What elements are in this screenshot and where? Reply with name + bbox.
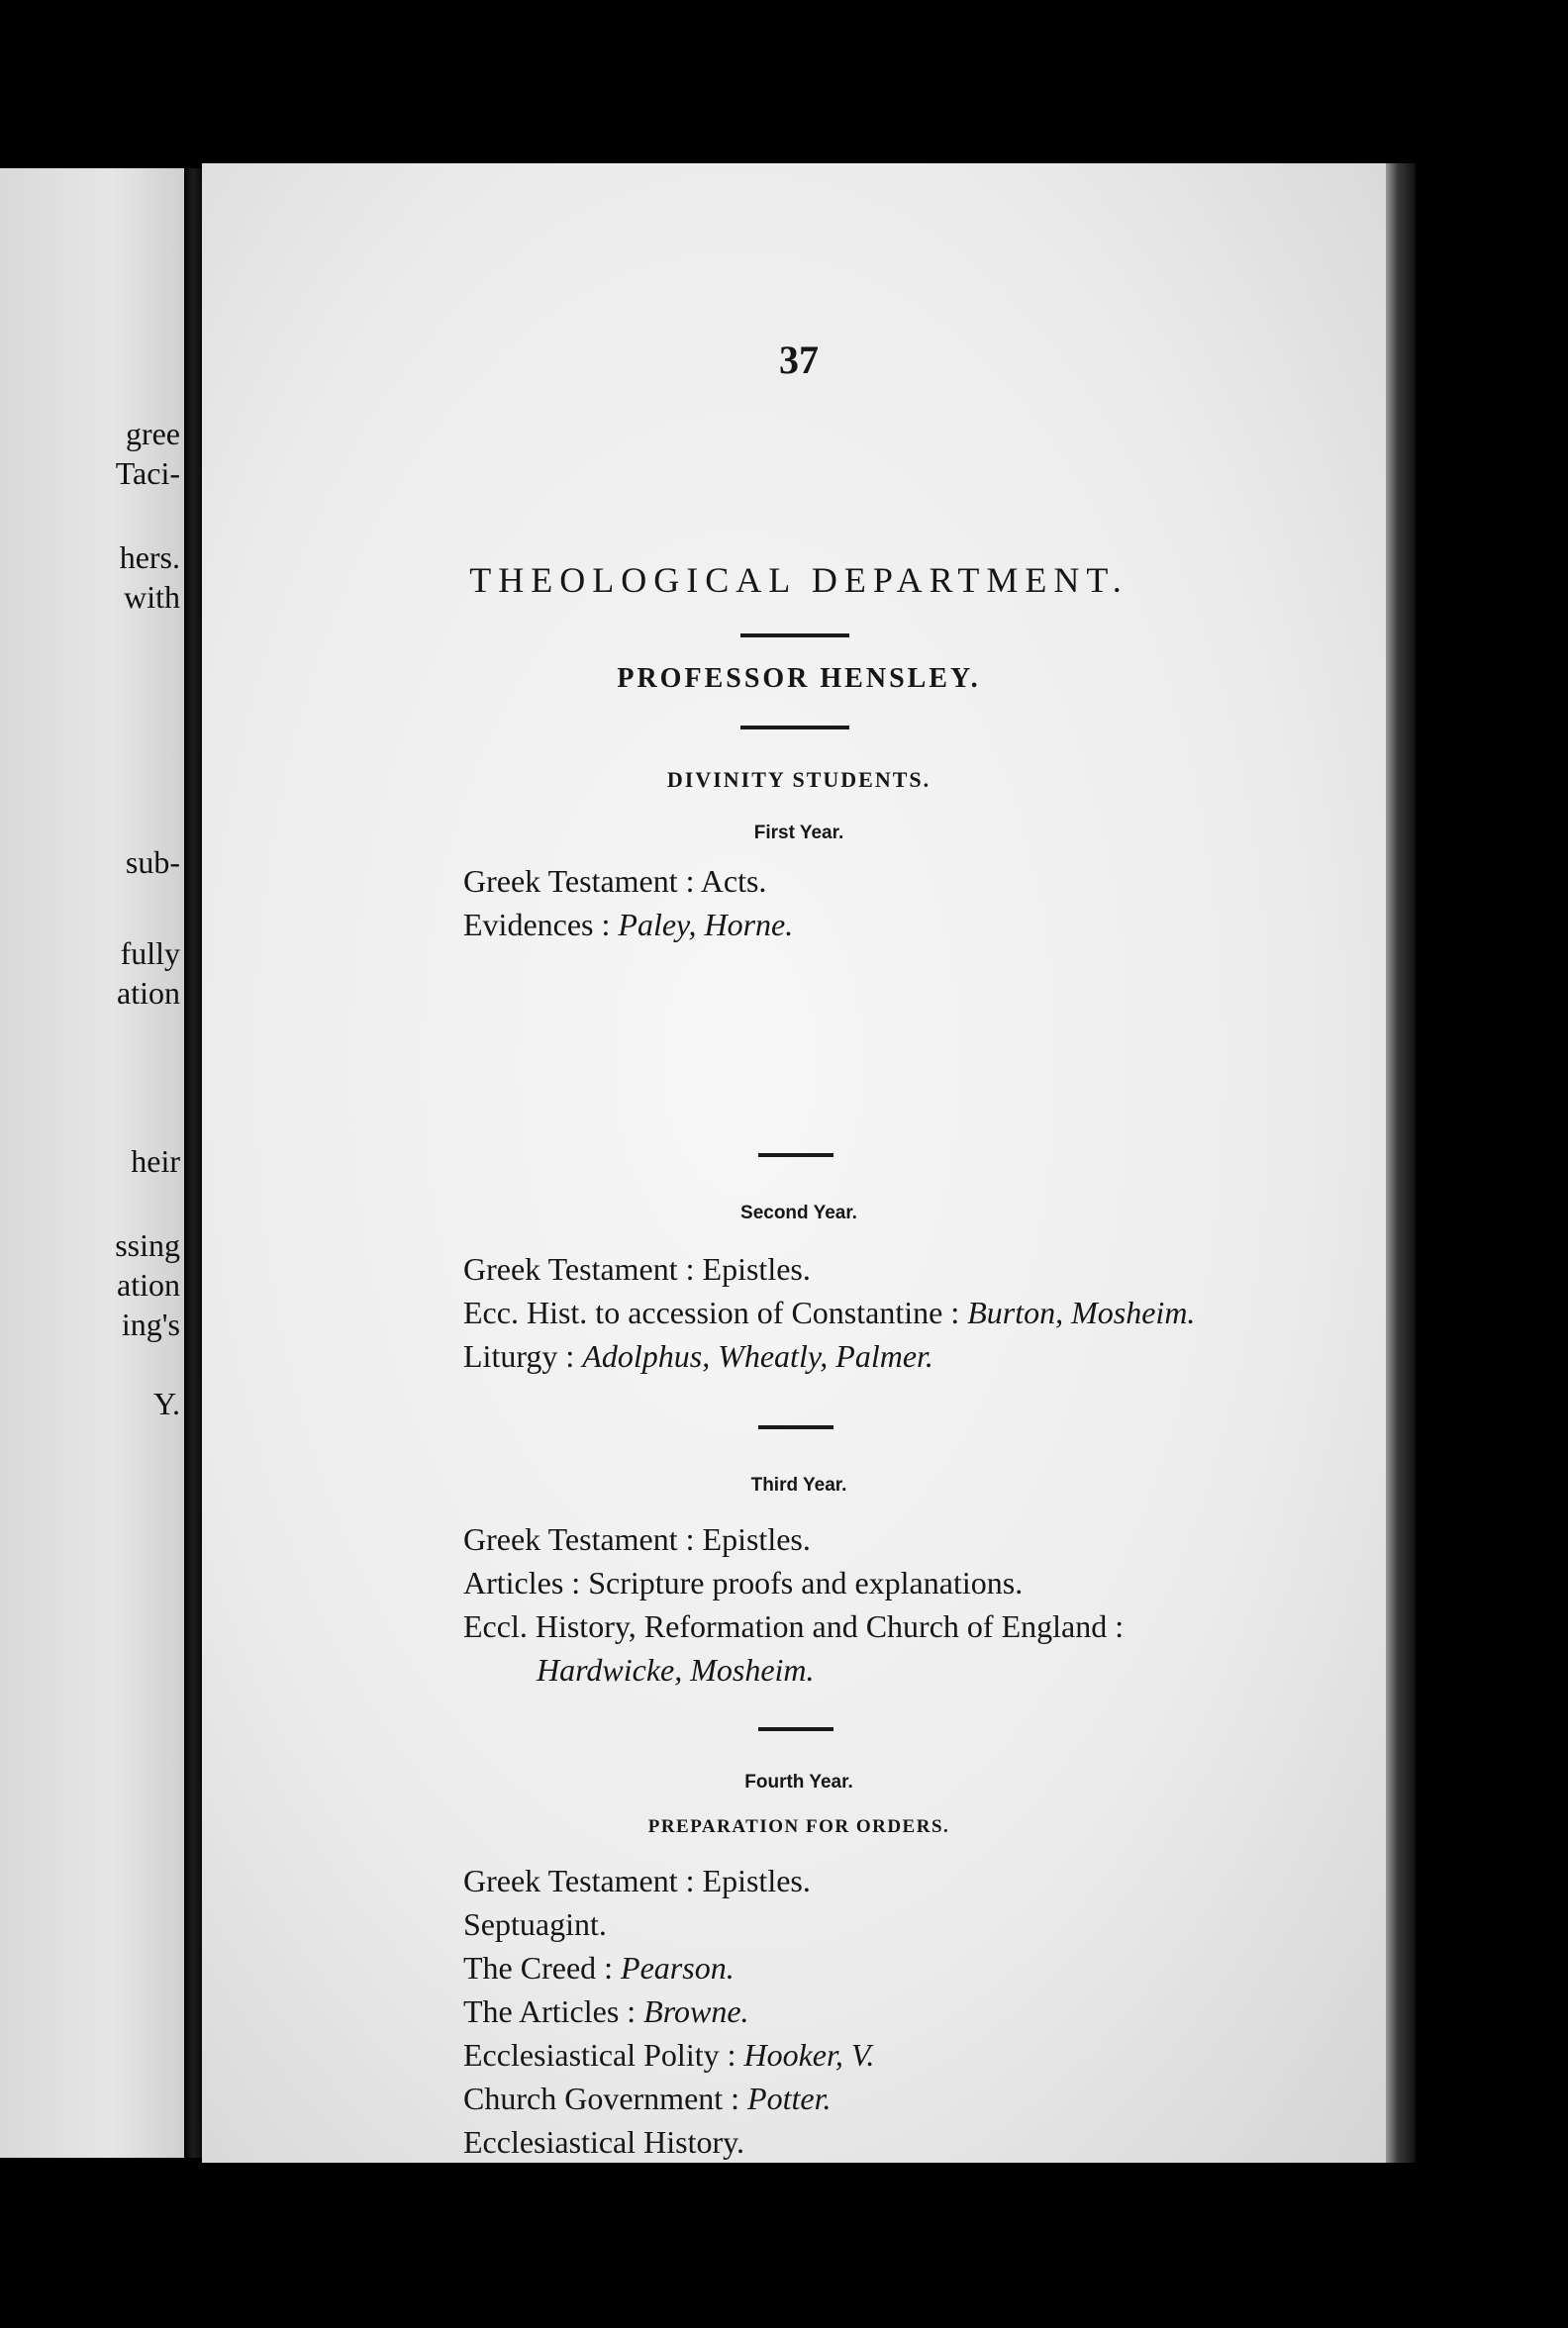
left-page-fragment: sub-: [125, 844, 180, 880]
course-line: [463, 905, 793, 944]
course-authors: Hardwicke, Mosheim.: [537, 1652, 815, 1688]
course-label: Septuagint.: [463, 1906, 607, 1942]
course-label: Ecclesiastical Polity :: [463, 2037, 744, 2073]
course-label: Ecclesiastical History.: [463, 2124, 745, 2160]
course-label: Articles :: [463, 1565, 589, 1600]
course-line: [463, 2122, 744, 2162]
professor-rule: [740, 726, 849, 729]
course-line: [463, 1336, 933, 1376]
left-page-fragment: ing's: [121, 1307, 180, 1342]
left-page-fragment: ssing: [115, 1227, 180, 1263]
section-rule: [758, 1425, 833, 1429]
course-label: Greek Testament :: [463, 1863, 703, 1898]
course-value: Scripture proofs and explanations.: [588, 1565, 1024, 1600]
left-facing-page: [0, 168, 186, 2158]
course-label: Greek Testament :: [463, 1251, 703, 1287]
course-authors: Paley, Horne.: [618, 907, 794, 942]
page-edge-shadow: [1386, 163, 1416, 2163]
course-line: [463, 2079, 831, 2118]
course-line: [463, 1249, 811, 1289]
course-line: [463, 1861, 811, 1900]
course-label: Liturgy :: [463, 1338, 583, 1374]
course-label: Ecc. Hist. to accession of Constantine :: [463, 1295, 968, 1330]
course-label: The Creed :: [463, 1950, 622, 1986]
course-authors: Browne.: [643, 1993, 749, 2029]
course-line: [463, 1606, 1124, 1646]
left-page-fragment: Taci-: [115, 455, 180, 491]
course-line: [463, 861, 766, 901]
fourth-year-heading: Fourth Year.: [744, 1772, 853, 1793]
left-page-fragment: gree: [125, 416, 180, 451]
course-line: [463, 1991, 749, 2031]
course-label: Eccl. History, Reformation and Church of England :: [463, 1608, 1125, 1644]
orders-heading: PREPARATION FOR ORDERS.: [647, 1816, 950, 1837]
left-page-fragment: ation: [117, 1267, 180, 1303]
course-line: [537, 1650, 815, 1690]
course-authors: Adolphus, Wheatly, Palmer.: [582, 1338, 933, 1374]
book-gutter: [184, 168, 204, 2158]
book-page: [202, 163, 1396, 2163]
course-line: [463, 1904, 607, 1944]
department-title: THEOLOGICAL DEPARTMENT.: [469, 560, 1128, 600]
course-label: Greek Testament :: [463, 1521, 703, 1557]
course-authors: Hooker, V.: [743, 2037, 875, 2073]
course-line: [463, 1519, 811, 1559]
course-value: Epistles.: [702, 1863, 811, 1898]
left-page-fragment: heir: [131, 1143, 180, 1179]
title-rule: [740, 633, 849, 637]
course-authors: Pearson.: [621, 1950, 735, 1986]
section-rule: [758, 1153, 833, 1157]
course-label: Evidences :: [463, 907, 619, 942]
section-rule: [758, 1727, 833, 1731]
left-page-fragment: Y.: [153, 1386, 180, 1421]
left-page-fragment: hers.: [119, 539, 180, 575]
course-line: [463, 1563, 1023, 1602]
left-page-fragment: with: [124, 579, 180, 615]
first-year-heading: First Year.: [753, 823, 844, 843]
course-label: Church Government :: [463, 2081, 748, 2116]
course-authors: Burton, Mosheim.: [967, 1295, 1196, 1330]
course-label: The Articles :: [463, 1993, 644, 2029]
left-page-fragment: fully: [120, 935, 180, 971]
third-year-heading: Third Year.: [750, 1475, 847, 1496]
course-line: [463, 2035, 874, 2075]
professor-name: PROFESSOR HENSLEY.: [617, 663, 981, 694]
left-page-fragment: ation: [117, 975, 180, 1011]
course-value: Epistles.: [702, 1521, 811, 1557]
course-value: Acts.: [700, 863, 767, 899]
course-line: [463, 1948, 735, 1988]
second-year-heading: Second Year.: [740, 1203, 857, 1223]
page-number: 37: [779, 338, 819, 382]
course-authors: Potter.: [747, 2081, 832, 2116]
students-heading: DIVINITY STUDENTS.: [666, 767, 931, 792]
course-line: [463, 1293, 1195, 1332]
course-label: Greek Testament :: [463, 863, 701, 899]
course-value: Epistles.: [702, 1251, 811, 1287]
